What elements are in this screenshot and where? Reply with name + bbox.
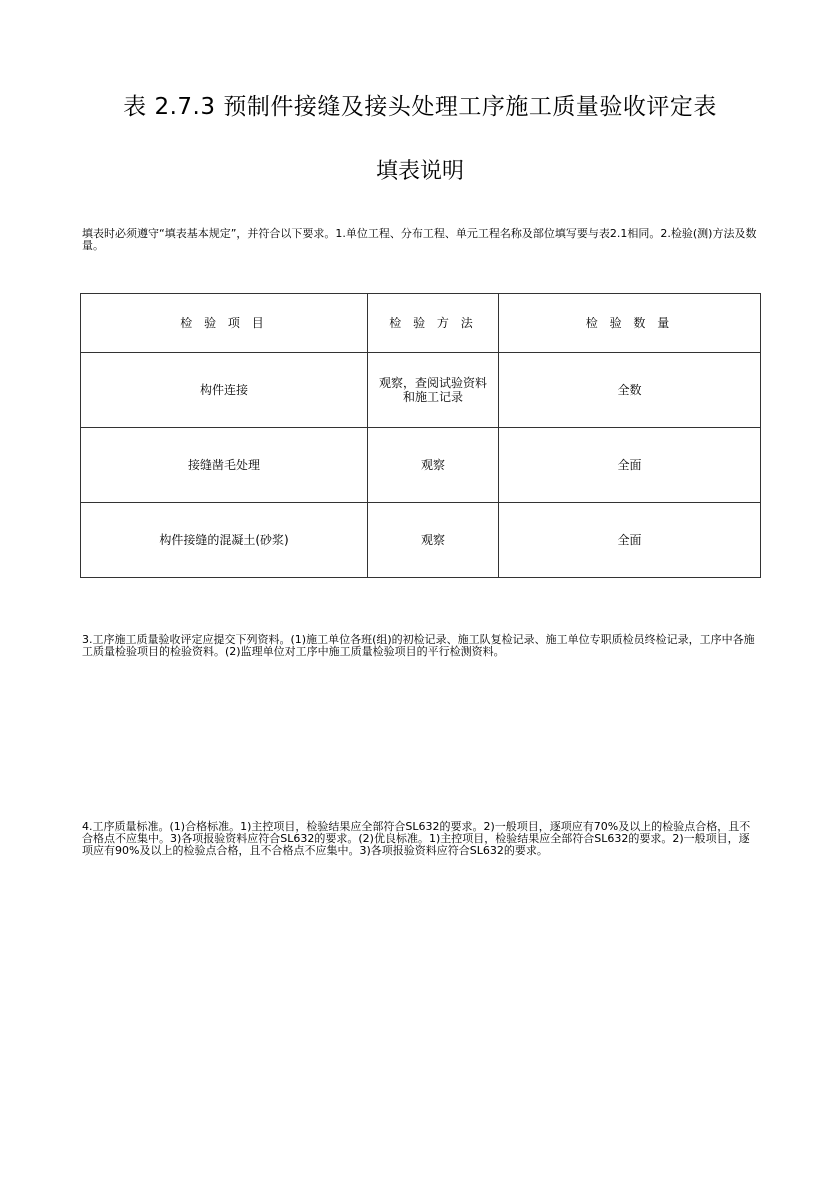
table-row <box>81 503 761 578</box>
table-header-row <box>81 294 761 353</box>
cell-quantity: 全数 <box>499 353 761 428</box>
cell-item: 接缝凿毛处理 <box>81 428 368 503</box>
document-subtitle: 填表说明 <box>375 159 464 184</box>
cell-quantity: 全面 <box>499 503 761 578</box>
intro-paragraph: 填表时必须遵守“填表基本规定”，并符合以下要求。1.单位工程、分布工程、单元工程名称及部位填写要与表2.1相同。2.检验(测)方法及数量。 <box>82 227 757 252</box>
header-inspection-item: 检 验 项 目 <box>81 294 368 353</box>
table-row <box>81 428 761 503</box>
cell-quantity: 全面 <box>499 428 761 503</box>
cell-method: 观察，查阅试验资料和施工记录 <box>368 353 499 428</box>
cell-item: 构件接缝的混凝土(砂浆) <box>81 503 368 578</box>
header-inspection-method: 检 验 方 法 <box>368 294 499 353</box>
inspection-table <box>80 293 761 578</box>
submission-requirements-paragraph: 3.工序施工质量验收评定应提交下列资料。(1)施工单位各班(组)的初检记录、施工队复检记录、施工单位专职质检员终检记录，工序中各施工质量检验项目的检验资料。(2)监理单位对工序中施工质量检验项目的平行检测资料。 <box>82 633 755 658</box>
cell-method: 观察 <box>368 428 499 503</box>
document-title: 表 2.7.3 预制件接缝及接头处理工序施工质量验收评定表 <box>123 94 717 120</box>
cell-method: 观察 <box>368 503 499 578</box>
quality-standards-paragraph: 4.工序质量标准。(1)合格标准。1)主控项目，检验结果应全部符合SL632的要求。2)一般项目，逐项应有70%及以上的检验点合格，且不合格点不应集中。3)各项报验资料应符合SL632的要求。(2)优良标准。1)主控项目，检验结果应全部符合SL632的要求。2)一般项目，逐项应有90%及以上的检验点合格，且不合格点不应集中。3)各项报验资料应符合SL632的要求。 <box>82 820 751 857</box>
header-inspection-quantity: 检 验 数 量 <box>499 294 761 353</box>
cell-item: 构件连接 <box>81 353 368 428</box>
table-row <box>81 353 761 428</box>
